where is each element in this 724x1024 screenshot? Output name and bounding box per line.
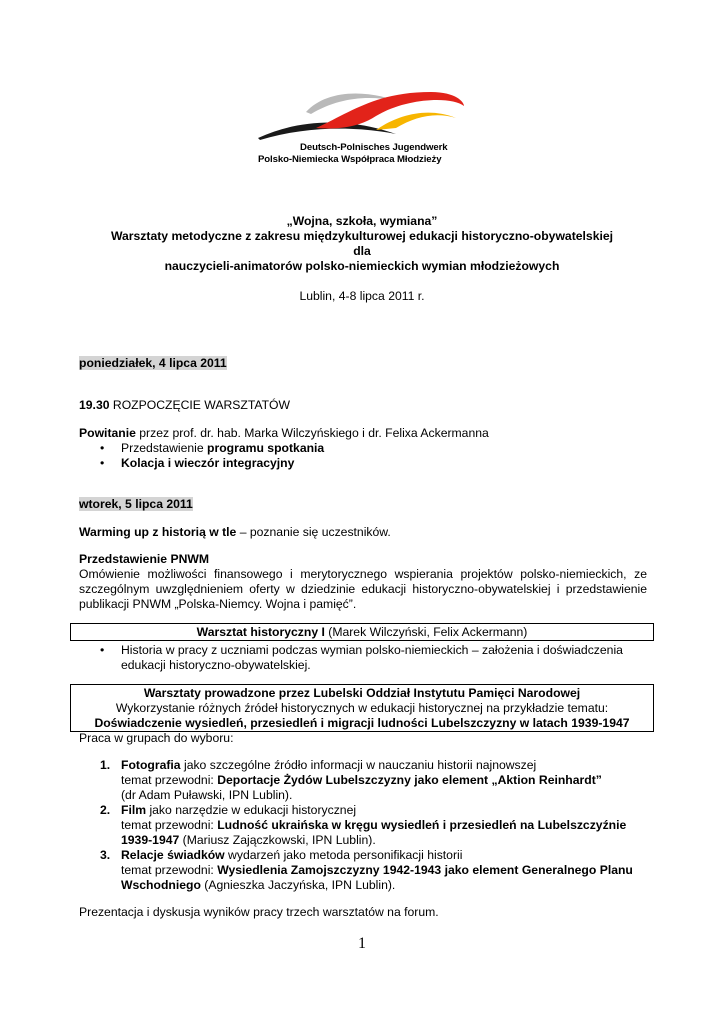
group1-author: (dr Adam Puławski, IPN Lublin). — [121, 788, 293, 802]
group1-topic-label: temat przewodni: — [121, 773, 218, 787]
warmup-line — [79, 525, 391, 540]
day1-date: poniedziałek, 4 lipca 2011 — [79, 356, 227, 370]
day1-bullet-1 — [121, 441, 324, 456]
day1-heading — [79, 356, 227, 371]
day1-time: 19.30 — [79, 398, 110, 412]
bullet-icon: • — [100, 441, 105, 455]
group2-topic-line2: 1939-1947 — [121, 833, 180, 847]
warmup-label: Warming up z historią w tle — [79, 525, 237, 539]
group2-title-rest: jako narzędzie w edukacji historycznej — [146, 803, 357, 817]
workshop1-box — [70, 623, 654, 641]
welcome-text: przez prof. dr. hab. Marka Wilczyńskiego i dr. Felixa Ackermanna — [135, 426, 489, 440]
day1-welcome — [79, 426, 489, 441]
group3-author: (Agnieszka Jaczyńska, IPN Lublin). — [200, 878, 396, 892]
ipn-box-description: Wykorzystanie różnych źródeł historycznych w edukacji historycznej na przykładzie tematu: — [115, 701, 609, 715]
day1-start-line — [79, 398, 290, 413]
group1-title-rest: jako szczególne źródło informacji w nauczaniu historii najnowszej — [180, 758, 537, 772]
workshop1-leaders: (Marek Wilczyński, Felix Ackermann) — [324, 625, 528, 639]
warmup-text: – poznanie się uczestników. — [236, 525, 391, 539]
group2-topic-line1: Ludność ukraińska w kręgu wysiedleń i przesiedleń na Lubelszczyźnie — [217, 818, 627, 832]
group2-topic-label: temat przewodni: — [121, 818, 218, 832]
dpjw-logo — [256, 82, 466, 170]
document-title: „Wojna, szkoła, wymiana” — [286, 214, 438, 228]
group3-title-line — [121, 848, 462, 863]
welcome-label: Powitanie — [79, 426, 136, 440]
bullet1-normal: Przedstawienie — [121, 441, 208, 455]
group1-topic: Deportacje Żydów Lubelszczyzny jako element „Aktion Reinhardt” — [217, 773, 602, 787]
bullet1-bold: programu spotkania — [207, 441, 325, 455]
logo-gold-swoosh — [376, 113, 456, 130]
pnwm-text: Omówienie możliwości finansowego i merytorycznego wspierania projektów polsko-niemieckich, ze szczególnym uwzględnieniem oferty w dziedzinie edukacji historyczno-obywatelskiej i przedstawienie publikacji PNWM „Polska-Niemcy. Wojna i pamięć”. — [79, 567, 647, 611]
ipn-box-topic: Doświadczenie wysiedleń, przesiedleń i migracji ludności Lubelszczyzny w latach 1939-1947 — [94, 716, 630, 730]
group3-topic-line — [121, 863, 633, 878]
group3-title-rest: wydarzeń jako metoda personifikacji historii — [224, 848, 463, 862]
document-subtitle-3: nauczycieli-animatorów polsko-niemieckich wymian młodzieżowych — [164, 259, 560, 273]
ipn-box-title: Warsztaty prowadzone przez Lubelski Oddział Instytutu Pamięci Narodowej — [143, 686, 581, 700]
group2-topic-line — [121, 818, 626, 833]
group2-author: (Mariusz Zajączkowski, IPN Lublin). — [179, 833, 376, 847]
group3-topic-label: temat przewodni: — [121, 863, 218, 877]
group1-number: 1. — [100, 758, 111, 772]
group2-topic-line2-row — [121, 833, 376, 848]
group3-topic-line2-row — [121, 878, 395, 893]
day1-bullet-2: Kolacja i wieczór integracyjny — [121, 456, 295, 470]
group3-title: Relacje świadków — [121, 848, 225, 862]
day2-date: wtorek, 5 lipca 2011 — [79, 497, 193, 511]
day1-time-event: ROZPOCZĘCIE WARSZTATÓW — [109, 398, 291, 412]
document-subtitle-1: Warsztaty metodyczne z zakresu międzykulturowej edukacji historyczno-obywatelskiej — [110, 229, 614, 243]
group1-title-line — [121, 758, 536, 773]
group1-topic-line — [121, 773, 602, 788]
ipn-workshop-box — [70, 684, 654, 732]
bullet-icon: • — [100, 643, 105, 657]
place-and-date: Lublin, 4-8 lipca 2011 r. — [299, 289, 425, 303]
pnwm-title: Przedstawienie PNWM — [79, 552, 210, 566]
bullet-icon: • — [100, 456, 105, 470]
group3-number: 3. — [100, 848, 111, 862]
groups-intro: Praca w grupach do wyboru: — [79, 731, 234, 745]
logo-text-polish: Polsko-Niemiecka Współpraca Młodzieży — [258, 154, 442, 165]
logo-text-german: Deutsch-Polnisches Jugendwerk — [300, 142, 448, 153]
workshop1-bullet-line2: edukacji historyczno-obywatelskiej. — [121, 658, 311, 672]
summary-text: Prezentacja i dyskusja wyników pracy trzech warsztatów na forum. — [79, 905, 439, 919]
group2-title-line — [121, 803, 356, 818]
group2-number: 2. — [100, 803, 111, 817]
day2-heading — [79, 497, 193, 512]
document-subtitle-2: dla — [353, 244, 371, 258]
workshop1-title: Warsztat historyczny I — [196, 625, 325, 639]
group3-topic-line1: Wysiedlenia Zamojszczyzny 1942-1943 jako element Generalnego Planu — [217, 863, 633, 877]
group3-topic-line2: Wschodniego — [121, 878, 201, 892]
page-number: 1 — [358, 935, 366, 952]
logo-swoosh-icon — [256, 82, 466, 144]
group1-title: Fotografia — [121, 758, 181, 772]
group2-title: Film — [121, 803, 147, 817]
workshop1-bullet-line1: Historia w pracy z uczniami podczas wymian polsko-niemieckich – założenia i doświadczenia — [121, 643, 623, 657]
